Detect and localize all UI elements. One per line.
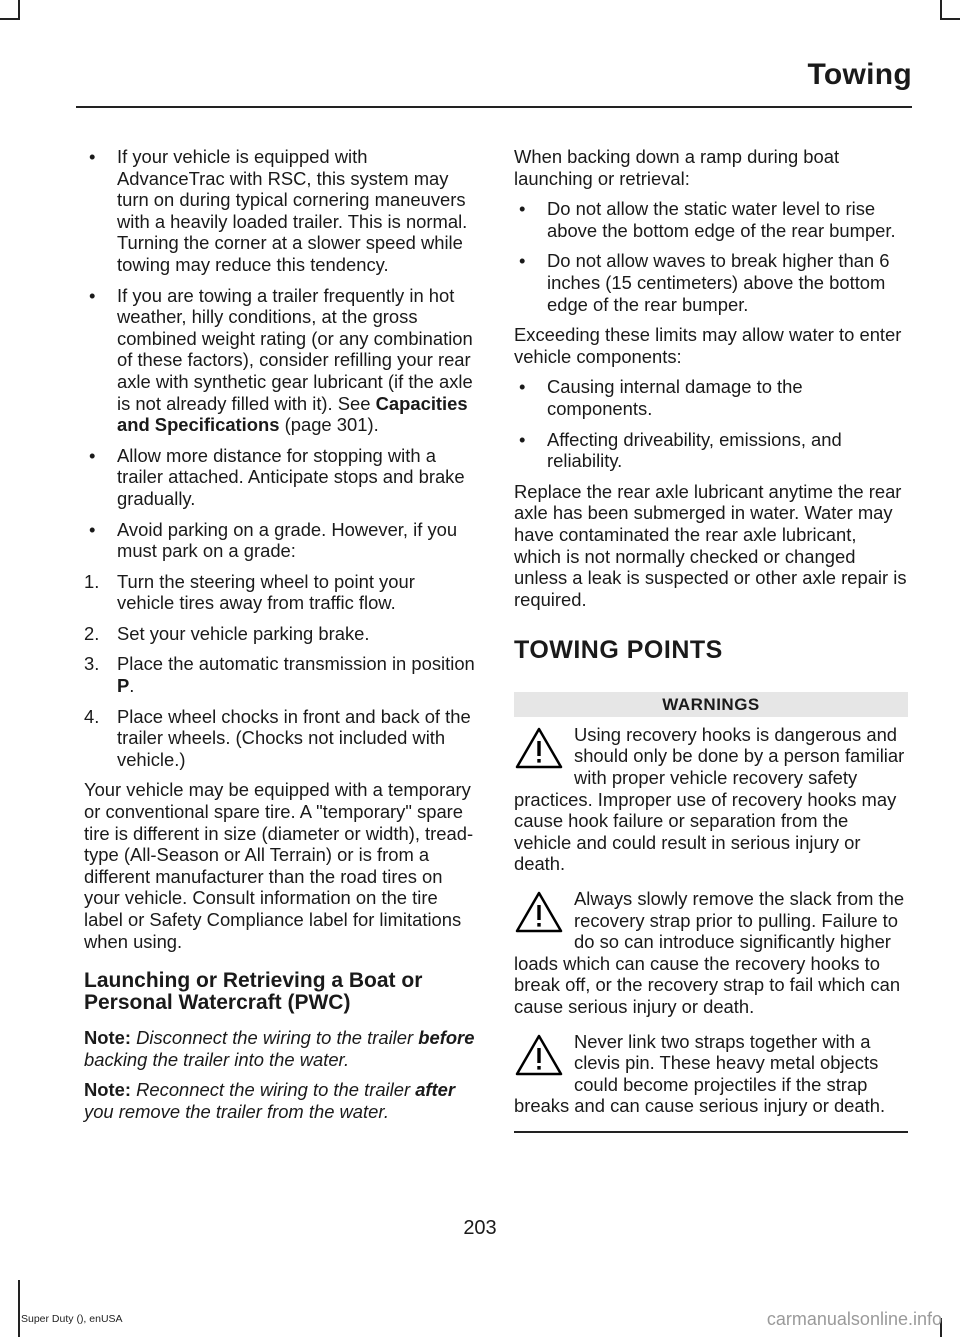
list-item: • Avoid parking on a grade. However, if you must park on a grade: — [89, 518, 458, 562]
step-item: 3. Place the automatic transmission in position P. — [84, 653, 475, 697]
page-number: 203 — [463, 1217, 497, 1239]
cross-reference-link[interactable]: Capacities and Specifications — [117, 392, 468, 436]
bullet-icon: • — [89, 518, 96, 540]
list-item: • Affecting driveability, emissions, and reliability. — [519, 428, 842, 472]
right-column — [514, 146, 908, 1133]
towing-tips-list — [84, 146, 476, 562]
effects-list — [514, 376, 908, 471]
bullet-icon: • — [89, 444, 96, 466]
towing-points-heading: TOWING POINTS — [514, 636, 723, 665]
crop-mark — [18, 1280, 20, 1337]
list-item: • Do not allow waves to break higher than 6 inches (15 centimeters) above the bottom edge of the rear bumper. — [519, 250, 890, 315]
warning-item: Never link two straps together with a clevis pin. These heavy metal objects could become projectiles if the strap breaks and can cause serious injury or death. — [514, 1030, 886, 1117]
replace-lubricant-paragraph: Replace the rear axle lubricant anytime the rear axle has been submerged in water. Water may have contaminated the rear axle lubricant, which is not normally checked or changed unless a leak is suspected or other axle repair is required. — [514, 480, 907, 610]
bullet-icon: • — [519, 250, 526, 272]
crop-mark — [940, 18, 960, 20]
warnings-header: WARNINGS — [514, 692, 908, 717]
step-item: 4. Place wheel chocks in front and back of the trailer wheels. (Chocks not included with vehicle.) — [84, 705, 471, 770]
list-item: • If you are towing a trailer frequently in hot weather, hilly conditions, at the gross combined weight rating (or any combination of these factors), consider refilling your rear axle with synthetic gear lubricant (if the axle is not already filled with it). See Capacities and Specifications (page 301). — [89, 284, 473, 436]
bullet-icon: • — [519, 428, 526, 450]
spare-tire-paragraph: Your vehicle may be equipped with a temporary or conventional spare tire. A "temporary" spare tire is different in size (diameter or width), tread-type (All-Season or All Terrain) or is from a different manufacturer than the road tires on your vehicle. Consult information on the tire label or Safety Compliance label for limitations when using. — [84, 779, 474, 952]
warnings-end-divider — [514, 1131, 908, 1133]
list-item: • Allow more distance for stopping with a trailer attached. Anticipate stops and brake gradually. — [89, 444, 465, 509]
page-title: Towing — [807, 58, 912, 91]
step-item: 2. Set your vehicle parking brake. — [84, 622, 370, 644]
step-item: 1. Turn the steering wheel to point your vehicle tires away from traffic flow. — [84, 570, 415, 614]
crop-mark — [940, 0, 942, 20]
ramp-intro: When backing down a ramp during boat launching or retrieval: — [514, 146, 840, 189]
warning-triangle-icon — [514, 726, 564, 770]
header-divider — [76, 106, 912, 108]
crop-mark — [0, 18, 20, 20]
bullet-icon: • — [519, 376, 526, 398]
warning-item: Using recovery hooks is dangerous and should only be done by a person familiar with proper vehicle recovery safety practices. Improper use of recovery hooks may cause hook failure or separation from the vehicle and could result in serious injury or death. — [514, 723, 905, 875]
bullet-icon: • — [89, 146, 96, 167]
edition-label: Super Duty (), enUSA — [21, 1313, 123, 1325]
warning-item: Always slowly remove the slack from the recovery strap prior to pulling. Failure to do so can introduce significantly higher loads which can cause the recovery hooks to break off, or the recovery strap to fail which can cause serious injury or death. — [514, 888, 905, 1017]
left-column — [84, 146, 476, 1132]
note-disconnect: Note: Disconnect the wiring to the trailer before backing the trailer into the water. — [84, 1027, 475, 1070]
bullet-icon: • — [519, 198, 526, 220]
crop-mark — [18, 0, 20, 20]
note-reconnect: Note: Reconnect the wiring to the trailer after you remove the trailer from the water. — [84, 1079, 456, 1122]
warning-triangle-icon — [514, 890, 564, 934]
ramp-list — [514, 198, 908, 315]
parking-steps-list — [84, 571, 476, 771]
warning-triangle-icon — [514, 1033, 564, 1077]
watermark: carmanualsonline.info — [766, 1309, 942, 1329]
list-item: • If your vehicle is equipped with AdvanceTrac with RSC, this system may turn on during typical cornering maneuvers with a heavily loaded trailer. This is normal. Turning the corner at a slower speed while towing may reduce this tendency. — [89, 146, 468, 275]
bullet-icon: • — [89, 284, 96, 306]
list-item: • Do not allow the static water level to rise above the bottom edge of the rear bumper. — [519, 198, 896, 241]
exceeding-paragraph: Exceeding these limits may allow water to enter vehicle components: — [514, 324, 902, 367]
list-item: • Causing internal damage to the components. — [519, 376, 803, 419]
boat-launch-heading: Launching or Retrieving a Boat or Personal Watercraft (PWC) — [84, 969, 423, 1015]
